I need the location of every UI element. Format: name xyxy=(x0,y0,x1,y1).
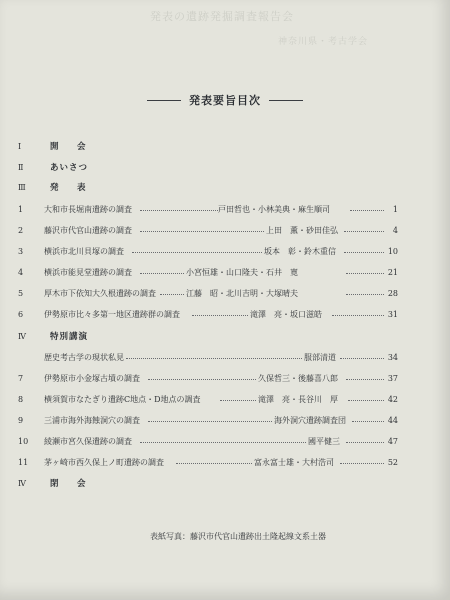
entry-authors: 滝澤 亮・長谷川 厚 xyxy=(258,395,338,404)
entry-authors: 服部清道 xyxy=(304,353,336,362)
entry-authors: 戸田哲也・小林美典・麻生順司 xyxy=(218,205,330,214)
section-numeral: Ⅱ xyxy=(18,163,24,172)
section-greeting xyxy=(0,161,450,175)
entry-authors: 海外洞穴遺跡調査団 xyxy=(274,416,346,425)
title-rule-left xyxy=(147,100,181,101)
entry-page: 28 xyxy=(387,289,398,298)
section-numeral: Ⅰ xyxy=(18,142,22,151)
section-numeral: Ⅲ xyxy=(18,183,26,192)
toc-entry xyxy=(0,245,450,259)
section-special-lecture xyxy=(0,330,450,344)
toc-entry xyxy=(0,266,450,280)
entry-title: 歴史考古学の現状私見 xyxy=(44,353,124,362)
section-opening xyxy=(0,140,450,154)
entry-number: 6 xyxy=(18,310,24,319)
dot-leader xyxy=(148,421,272,423)
entry-authors: 江藤 昭・北川吉明・大塚晴夫 xyxy=(186,289,298,298)
entry-authors: 小宮恒雄・山口隆夫・石井 寛 xyxy=(186,268,298,277)
entry-number: 7 xyxy=(18,374,24,383)
entry-number: 3 xyxy=(18,247,24,256)
toc-title-text: 発表要旨目次 xyxy=(189,94,261,107)
dot-leader xyxy=(176,463,252,465)
entry-page: 52 xyxy=(387,458,398,467)
entry-number: 9 xyxy=(18,416,24,425)
entry-authors: 久保哲三・後藤喜八郎 xyxy=(258,374,338,383)
entry-page: 47 xyxy=(387,437,398,446)
toc-entry xyxy=(0,456,450,470)
entry-title: 横浜市能見堂遺跡の調査 xyxy=(44,268,132,277)
entry-number: 11 xyxy=(18,458,29,467)
cover-photo-caption: 表紙写真：藤沢市代官山遺跡出土隆起線文系土器 xyxy=(150,532,326,541)
dot-leader xyxy=(140,210,218,212)
toc-entry-lecture xyxy=(0,351,450,365)
entry-number: 4 xyxy=(18,268,24,277)
section-presentations xyxy=(0,181,450,195)
entry-title: 伊勢原市小金塚古墳の調査 xyxy=(44,374,140,383)
dot-leader xyxy=(192,315,248,317)
entry-authors: 滝澤 亮・坂口滋皓 xyxy=(250,310,322,319)
entry-title: 大和市長堀南遺跡の調査 xyxy=(44,205,132,214)
toc-entry xyxy=(0,435,450,449)
section-closing xyxy=(0,477,450,491)
dot-leader xyxy=(160,294,184,296)
bleed-through-text: 神奈川県・考古学会 xyxy=(278,37,369,47)
entry-page: 4 xyxy=(392,226,398,235)
entry-title: 横須賀市なたぎり遺跡C地点・D地点の調査 xyxy=(44,395,201,404)
toc-entry xyxy=(0,393,450,407)
dot-leader xyxy=(220,400,256,402)
toc-entry xyxy=(0,224,450,238)
section-label: 開 会 xyxy=(50,142,91,152)
dot-leader xyxy=(140,231,264,233)
entry-title: 厚木市下依知大久根遺跡の調査 xyxy=(44,289,156,298)
entry-page: 37 xyxy=(387,374,398,383)
toc-entry xyxy=(0,372,450,386)
section-label: 閉 会 xyxy=(50,479,91,489)
entry-page: 44 xyxy=(387,416,398,425)
entry-page: 42 xyxy=(387,395,398,404)
section-numeral: Ⅳ xyxy=(18,479,26,488)
entry-page: 31 xyxy=(387,310,398,319)
entry-number: 1 xyxy=(18,205,24,214)
section-label: 特別講演 xyxy=(50,332,89,342)
dot-leader xyxy=(126,358,302,360)
dot-leader xyxy=(132,252,262,254)
entry-page: 1 xyxy=(392,205,398,214)
entry-number: 2 xyxy=(18,226,24,235)
entry-authors: 坂本 彰・鈴木重信 xyxy=(264,247,336,256)
entry-page: 10 xyxy=(387,247,398,256)
entry-title: 三浦市海外海蝕洞穴の調査 xyxy=(44,416,140,425)
entry-title: 伊勢原市比々多第一地区遺跡群の調査 xyxy=(44,310,180,319)
dot-leader xyxy=(140,273,184,275)
entry-authors: 國平健三 xyxy=(308,437,340,446)
toc-entry xyxy=(0,414,450,428)
toc-title xyxy=(0,92,450,108)
toc-entry xyxy=(0,203,450,217)
toc-entry xyxy=(0,308,450,322)
entry-number: 10 xyxy=(18,437,29,446)
dot-leader xyxy=(140,442,306,444)
entry-title: 茅ヶ崎市西久保上ノ町遺跡の調査 xyxy=(44,458,164,467)
bleed-through-text: 発表の遺跡発掘調査報告会 xyxy=(150,10,294,23)
dot-leader xyxy=(148,379,256,381)
section-label: あいさつ xyxy=(50,163,89,173)
entry-title: 藤沢市代官山遺跡の調査 xyxy=(44,226,132,235)
entry-authors: 富永富士雄・大村浩司 xyxy=(254,458,334,467)
section-label: 発 表 xyxy=(50,183,91,193)
entry-title: 横浜市北川貝塚の調査 xyxy=(44,247,124,256)
title-rule-right xyxy=(269,100,303,101)
entry-page: 34 xyxy=(387,353,398,362)
entry-authors: 上田 薫・砂田佳弘 xyxy=(266,226,338,235)
toc-entry xyxy=(0,287,450,301)
entry-number: 8 xyxy=(18,395,24,404)
entry-page: 21 xyxy=(387,268,398,277)
entry-title: 綾瀬市宮久保遺跡の調査 xyxy=(44,437,132,446)
entry-number: 5 xyxy=(18,289,24,298)
section-numeral: Ⅳ xyxy=(18,332,26,341)
